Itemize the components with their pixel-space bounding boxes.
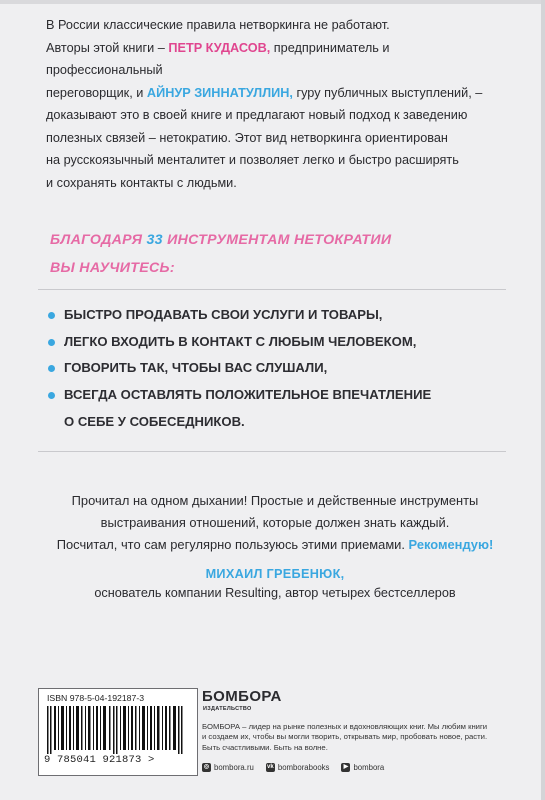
intro-line: доказывают это в своей книге и предлагают новый подход к заведению [46, 108, 468, 122]
list-item [46, 382, 516, 435]
intro-paragraph [46, 14, 506, 194]
intro-line: Авторы этой книги – [46, 40, 169, 55]
bullet-dot-icon [48, 365, 55, 372]
learn-heading-line2: ВЫ НАУЧИТЕСЬ: [50, 260, 175, 276]
isbn-number: ISBN 978-5-04-192187-3 [47, 693, 145, 703]
intro-line: полезных связей – нетократию. Этот вид нетворкинга ориентирован [46, 130, 448, 145]
author-name-kudasov: ПЕТР КУДАСОВ, [168, 40, 271, 55]
intro-line: предприниматель и профессиональный [46, 40, 390, 77]
testimonial-author [30, 565, 520, 603]
recommend-text: Рекомендую! [408, 536, 494, 552]
quote-line: Прочитал на одном дыхании! Простые и действенные инструменты [71, 493, 479, 508]
barcode-digits: 9 785041 921873 > [44, 754, 155, 766]
publisher-subtitle: ИЗДАТЕЛЬСТВО [203, 706, 252, 712]
list-item-text: БЫСТРО ПРОДАВАТЬ СВОИ УСЛУГИ И ТОВАРЫ, [64, 307, 383, 322]
list-item-text: ЛЕГКО ВХОДИТЬ В КОНТАКТ С ЛЮБЫМ ЧЕЛОВЕКОМ, [64, 333, 417, 349]
tools-count: 33 [146, 232, 163, 248]
publisher-logo: БОМБОРА [202, 688, 282, 705]
vk-icon: vk [267, 764, 274, 770]
intro-line: переговорщик, и [46, 85, 147, 100]
social-label: bomborabooks [277, 763, 330, 772]
learn-heading-post: ИНСТРУМЕНТАМ НЕТОКРАТИИ [162, 232, 392, 248]
skills-list [46, 302, 516, 436]
social-item-vk[interactable] [266, 763, 330, 772]
barcode-bars-icon [47, 706, 189, 754]
page-right-edge [541, 0, 545, 800]
social-label: bombora [353, 763, 385, 772]
list-item [46, 329, 516, 356]
list-item-text: ВСЕГДА ОСТАВЛЯТЬ ПОЛОЖИТЕЛЬНОЕ ВПЕЧАТЛЕНИЕ [64, 387, 432, 403]
learn-heading-pre: БЛАГОДАРЯ [50, 232, 147, 248]
quote-author-name: МИХАИЛ ГРЕБЕНЮК, [205, 567, 345, 581]
isbn-barcode [38, 688, 198, 776]
quote-line: выстраивания отношений, которые должен знать каждый. [100, 514, 450, 530]
intro-line: гуру публичных выступлений, – [292, 85, 483, 100]
divider-bottom [38, 451, 506, 452]
list-item-text-continued: О СЕБЕ У СОБЕСЕДНИКОВ. [64, 413, 245, 429]
list-item [46, 302, 516, 329]
page-top-edge [0, 0, 545, 4]
publisher-description: БОМБОРА – лидер на рынке полезных и вдохновляющих книг. Мы любим книги и создаем их, чтобы вы могли творить, открывать мир, пробовать новое, расти. Быть счастливыми. Быть на волне. [202, 722, 488, 752]
quote-author-desc: основатель компании Resulting, автор четырех бестселлеров [94, 586, 456, 600]
learn-heading [50, 226, 391, 282]
author-name-zinnatullin: АЙНУР ЗИННАТУЛЛИН, [146, 85, 293, 100]
list-item [46, 355, 516, 382]
list-item-text: ГОВОРИТЬ ТАК, ЧТОБЫ ВАС СЛУШАЛИ, [64, 360, 328, 376]
telegram-icon: ▶ [341, 763, 350, 772]
quote-line: Посчитал, что сам регулярно пользуюсь этими приемами. [56, 536, 409, 552]
intro-line: на русскоязычный менталитет и позволяет легко и быстро расширять [46, 153, 459, 167]
social-item-telegram[interactable] [341, 763, 384, 772]
bullet-dot-icon [48, 312, 55, 319]
divider-top [38, 289, 506, 290]
bullet-dot-icon [48, 392, 55, 399]
intro-line: В России классические правила нетворкинга не работают. [46, 18, 390, 32]
testimonial-quote [30, 490, 520, 555]
intro-line: и сохранять контакты с людьми. [46, 175, 237, 190]
social-label: bombora.ru [214, 763, 254, 772]
social-item-site[interactable] [202, 763, 254, 772]
instagram-icon: ◎ [203, 764, 210, 770]
publisher-social-links [202, 763, 502, 772]
bullet-dot-icon [48, 339, 55, 346]
